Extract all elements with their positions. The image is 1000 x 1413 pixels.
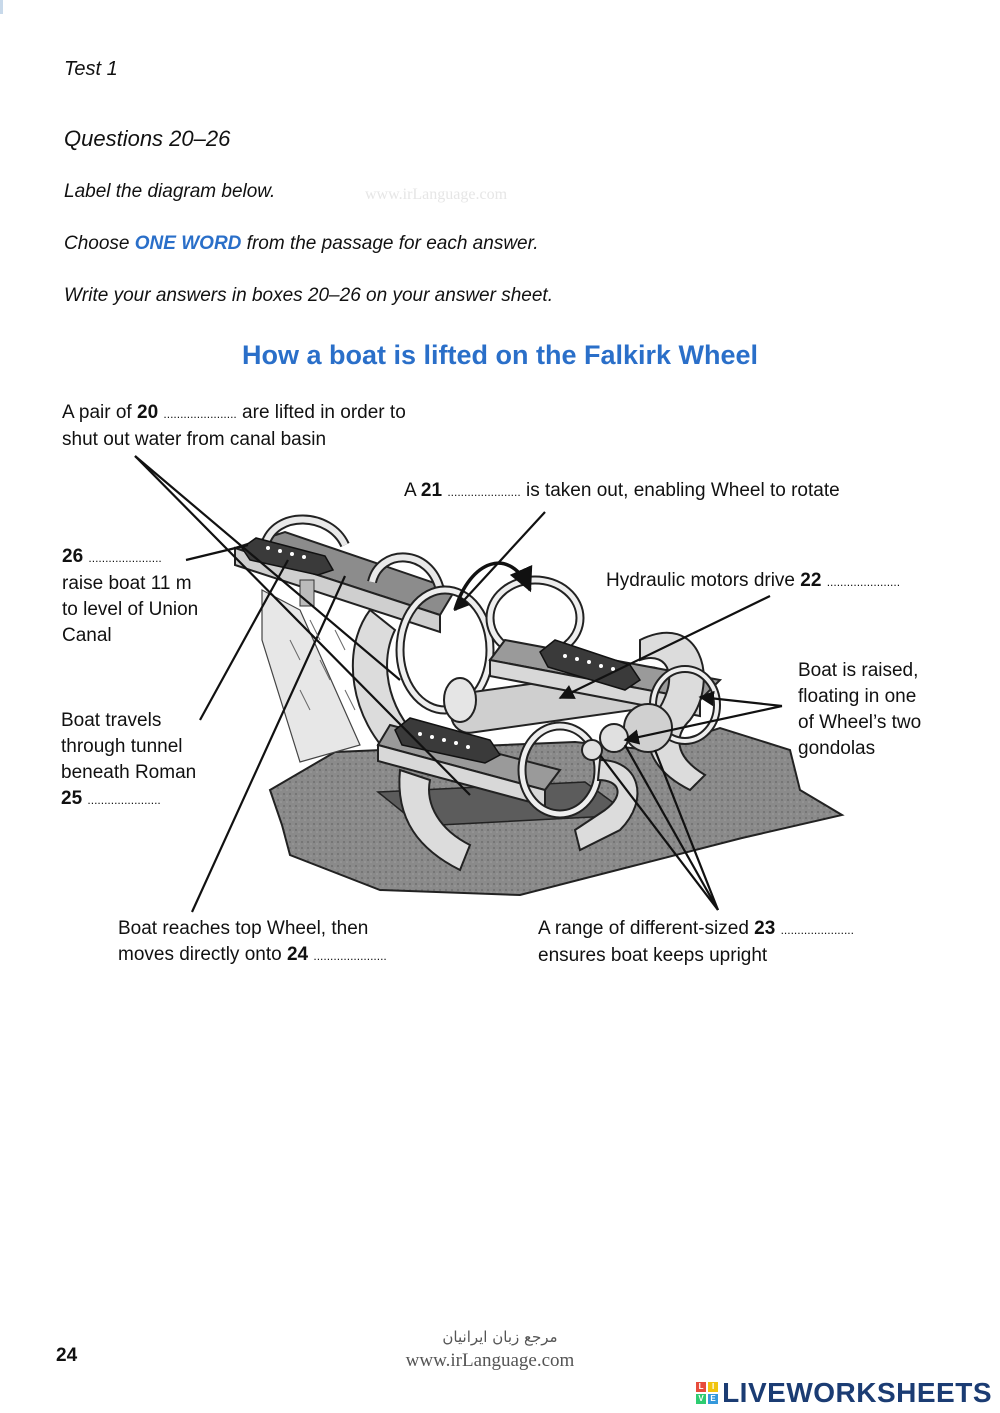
- answer-blank-26[interactable]: ......................: [88, 551, 162, 565]
- label-q23-pre: A range of different-sized: [538, 918, 755, 939]
- questions-heading: Questions 20–26: [64, 126, 231, 151]
- label-q20-line1: [62, 400, 406, 427]
- label-boat-raised-line2: floating in one: [798, 686, 917, 707]
- label-q22: [606, 568, 900, 595]
- label-q24: [118, 916, 387, 969]
- answer-blank-20[interactable]: ......................: [163, 407, 237, 421]
- instruction-write-answers: Write your answers in boxes 20–26 on your answer sheet.: [64, 285, 553, 306]
- gear-large: [624, 704, 672, 752]
- label-boat-raised: [798, 658, 921, 762]
- label-q20: [62, 400, 406, 453]
- logo-tile-e: E: [708, 1394, 718, 1404]
- label-q26-line3: to level of Union: [62, 599, 199, 620]
- label-q22-number: 22: [800, 570, 822, 591]
- liveworksheets-logo-icon: [696, 1382, 718, 1404]
- gear-medium: [600, 724, 628, 752]
- leader-raised-a: [700, 697, 782, 706]
- label-q21-pre: A: [404, 480, 421, 501]
- watermark-persian: مرجع زبان ایرانیان: [442, 1328, 558, 1346]
- answer-blank-25[interactable]: ......................: [87, 793, 161, 807]
- label-q26-line1: [62, 544, 198, 571]
- instruction-choose-pre: Choose: [64, 233, 135, 254]
- label-q26-line4: Canal: [62, 625, 112, 646]
- label-q26-line2: raise boat 11 m: [62, 573, 192, 594]
- label-q24-pre: moves directly onto: [118, 944, 287, 965]
- label-q25-number: 25: [61, 788, 83, 809]
- label-q26-number: 26: [62, 546, 84, 567]
- label-q25-line2: through tunnel: [61, 736, 183, 757]
- label-q23-number: 23: [754, 918, 776, 939]
- page-number: 24: [56, 1345, 78, 1366]
- logo-tile-i: I: [708, 1382, 718, 1392]
- test-label: Test 1: [64, 58, 118, 80]
- label-q23-line2: ensures boat keeps upright: [538, 945, 768, 966]
- label-q21: [404, 478, 840, 505]
- label-q22-pre: Hydraulic motors drive: [606, 570, 801, 591]
- label-q21-post: is taken out, enabling Wheel to rotate: [520, 480, 840, 501]
- gear-small: [582, 740, 602, 760]
- logo-tile-l: L: [696, 1382, 706, 1392]
- instruction-one-word: ONE WORD: [134, 233, 242, 254]
- answer-blank-21[interactable]: ......................: [447, 485, 521, 499]
- watermark-url: www.irLanguage.com: [405, 1350, 575, 1371]
- label-q20-number: 20: [137, 402, 159, 423]
- label-boat-raised-line4: gondolas: [798, 738, 876, 759]
- label-boat-raised-line3: of Wheel’s two: [798, 712, 922, 733]
- label-q25-line3: beneath Roman: [61, 762, 197, 783]
- label-q23: [538, 916, 854, 969]
- label-q25-line4: [61, 786, 196, 813]
- liveworksheets-logo[interactable]: [696, 1377, 992, 1409]
- label-q20-post: are lifted in order to: [236, 402, 406, 423]
- instruction-choose-post: from the passage for each answer.: [241, 233, 539, 254]
- answer-blank-24[interactable]: ......................: [313, 949, 387, 963]
- watermark-top: www.irLanguage.com: [365, 186, 508, 203]
- label-q25: [61, 708, 196, 813]
- axle-end: [444, 678, 476, 722]
- label-q21-number: 21: [420, 480, 443, 501]
- label-q20-line2: shut out water from canal basin: [62, 429, 327, 450]
- aqueduct-wall: [262, 590, 360, 762]
- instruction-label-diagram: Label the diagram below.: [64, 181, 276, 202]
- label-q24-number: 24: [286, 944, 309, 965]
- answer-blank-22[interactable]: ......................: [826, 575, 901, 589]
- label-q20-pre: A pair of: [62, 402, 137, 423]
- label-boat-raised-line1: Boat is raised,: [798, 660, 919, 681]
- label-q23-line1: [538, 916, 854, 943]
- liveworksheets-brand: LIVEWORKSHEETS: [722, 1377, 992, 1408]
- answer-blank-23[interactable]: ......................: [780, 923, 854, 937]
- logo-tile-v: V: [696, 1394, 706, 1404]
- label-q26: [62, 544, 198, 649]
- label-q25-line1: Boat travels: [61, 710, 162, 731]
- label-q24-line1: Boat reaches top Wheel, then: [118, 918, 369, 939]
- label-q24-line2: [118, 942, 387, 969]
- diagram-title: How a boat is lifted on the Falkirk Wheel: [241, 340, 759, 370]
